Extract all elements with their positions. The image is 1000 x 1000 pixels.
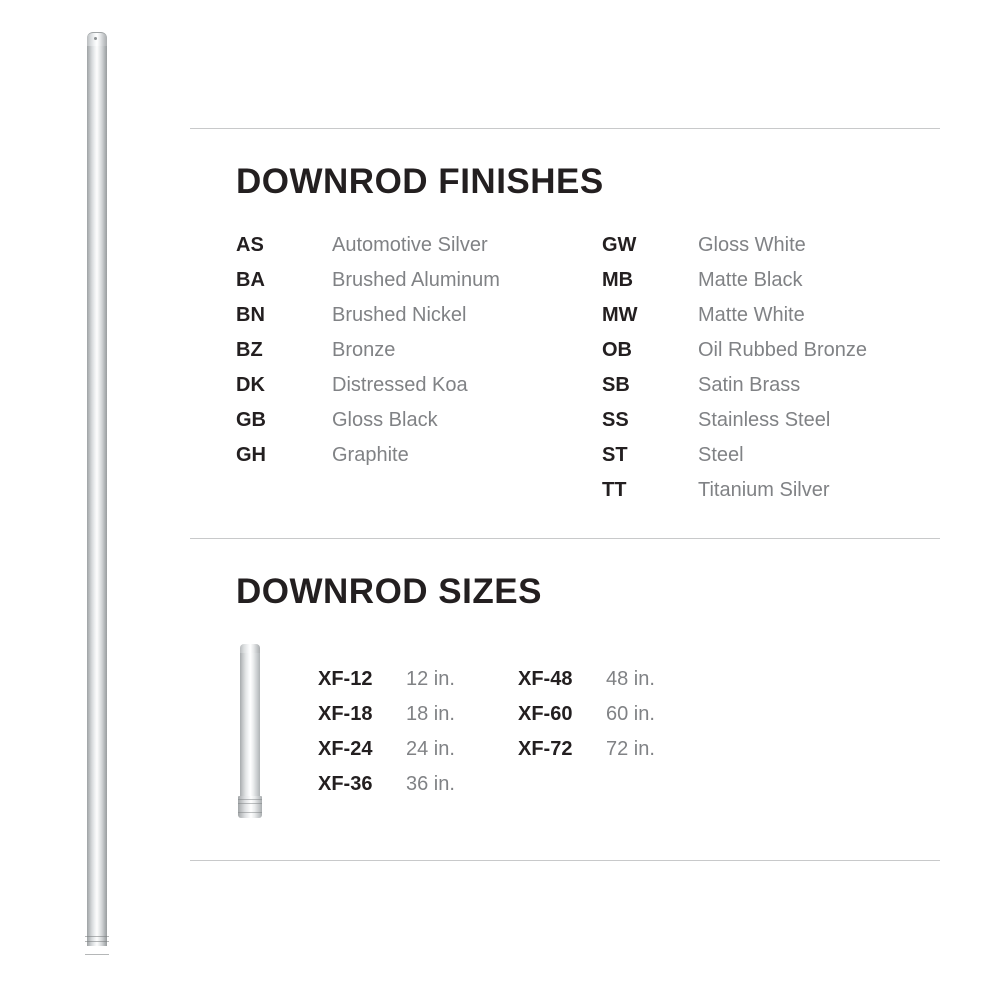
finish-row <box>602 269 867 304</box>
finish-code: GB <box>236 409 266 431</box>
finish-name: Brushed Aluminum <box>332 269 500 291</box>
size-row <box>318 668 455 703</box>
finish-code: DK <box>236 374 265 396</box>
size-value: 24 in. <box>406 738 455 760</box>
downrod-size-thumbnail <box>236 644 264 820</box>
size-code: XF-72 <box>518 738 573 760</box>
size-code: XF-48 <box>518 668 573 690</box>
finish-row <box>236 444 500 479</box>
finishes-column-1 <box>236 234 500 479</box>
coupler-ring <box>85 954 109 955</box>
finish-code: ST <box>602 444 628 466</box>
finish-code: GW <box>602 234 637 256</box>
finish-code: AS <box>236 234 264 256</box>
finish-code: SB <box>602 374 630 396</box>
sizes-column-1 <box>318 668 455 808</box>
coupler-ring <box>238 812 262 813</box>
finish-row <box>602 479 867 514</box>
finish-code: BA <box>236 269 265 291</box>
downrod-product-photo <box>78 32 118 962</box>
size-row <box>318 738 455 773</box>
size-code: XF-12 <box>318 668 373 690</box>
finish-name: Graphite <box>332 444 409 466</box>
finish-code: BZ <box>236 339 263 361</box>
finish-name: Steel <box>698 444 744 466</box>
finish-row <box>602 339 867 374</box>
finish-row <box>602 444 867 479</box>
finish-name: Distressed Koa <box>332 374 468 396</box>
coupler-ring <box>238 803 262 804</box>
finish-name: Stainless Steel <box>698 409 831 431</box>
size-code: XF-60 <box>518 703 573 725</box>
size-value: 12 in. <box>406 668 455 690</box>
size-value: 48 in. <box>606 668 655 690</box>
size-row <box>518 738 655 773</box>
finish-row <box>602 234 867 269</box>
thumbnail-shaft <box>240 653 260 798</box>
finish-code: SS <box>602 409 629 431</box>
finish-name: Bronze <box>332 339 396 361</box>
finish-code: TT <box>602 479 627 501</box>
coupler-ring <box>238 799 262 800</box>
finish-code: MB <box>602 269 634 291</box>
downrod-bottom-coupler <box>85 932 109 962</box>
finish-name: Gloss White <box>698 234 806 256</box>
size-value: 72 in. <box>606 738 655 760</box>
size-row <box>318 703 455 738</box>
finish-row <box>236 374 500 409</box>
finish-name: Oil Rubbed Bronze <box>698 339 867 361</box>
size-row <box>318 773 455 808</box>
finish-row <box>236 234 500 269</box>
size-code: XF-24 <box>318 738 373 760</box>
size-code: XF-36 <box>318 773 373 795</box>
finish-row <box>236 269 500 304</box>
size-row <box>518 703 655 738</box>
finish-name: Brushed Nickel <box>332 304 467 326</box>
size-value: 60 in. <box>606 703 655 725</box>
divider-middle <box>190 538 940 539</box>
finish-row <box>236 304 500 339</box>
finish-code: BN <box>236 304 265 326</box>
finish-code: GH <box>236 444 266 466</box>
finish-code: MW <box>602 304 638 326</box>
finish-row <box>602 374 867 409</box>
size-code: XF-18 <box>318 703 373 725</box>
coupler-ring <box>85 941 109 942</box>
finish-name: Titanium Silver <box>698 479 830 501</box>
size-row <box>518 668 655 703</box>
divider-bottom <box>190 860 940 861</box>
size-value: 36 in. <box>406 773 455 795</box>
finish-code: OB <box>602 339 632 361</box>
divider-top <box>190 128 940 129</box>
finish-row <box>602 409 867 444</box>
finish-name: Automotive Silver <box>332 234 488 256</box>
sizes-column-2 <box>518 668 655 773</box>
finishes-section-title: DOWNROD FINISHES <box>236 162 604 201</box>
finish-row <box>236 409 500 444</box>
size-value: 18 in. <box>406 703 455 725</box>
finish-name: Matte Black <box>698 269 803 291</box>
finish-row <box>602 304 867 339</box>
finish-name: Matte White <box>698 304 805 326</box>
finish-row <box>236 339 500 374</box>
coupler-ring <box>85 936 109 937</box>
downrod-shaft <box>87 46 107 946</box>
finishes-column-2 <box>602 234 867 514</box>
finish-name: Gloss Black <box>332 409 438 431</box>
sizes-section-title: DOWNROD SIZES <box>236 572 542 611</box>
thumbnail-bottom-coupler <box>238 796 262 818</box>
finish-name: Satin Brass <box>698 374 801 396</box>
